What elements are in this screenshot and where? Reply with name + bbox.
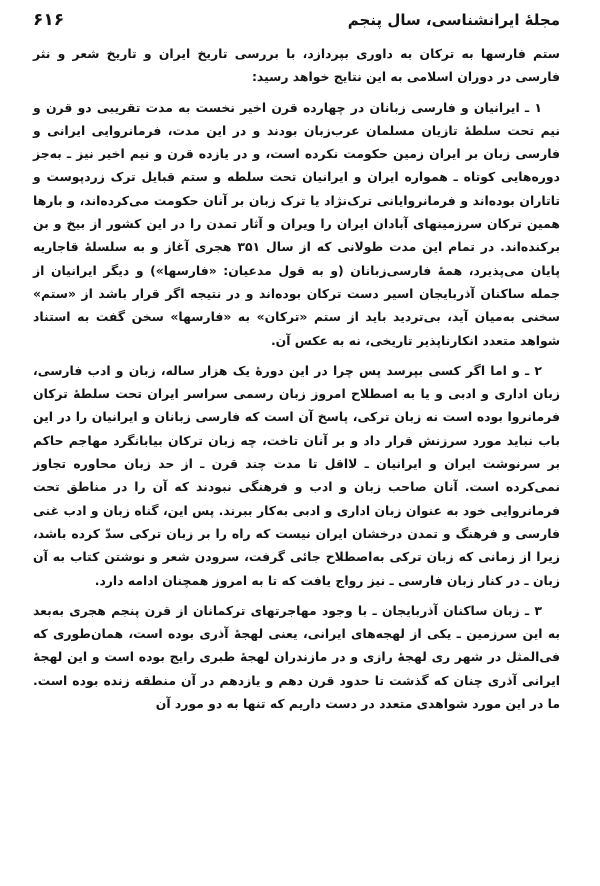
paragraph-3: ۲ ـ و اما اگر کسی بپرسد پس چرا در این دورهٔ یک هزار ساله، زبان و ادب فارسی، زبان اداری و ادبی و یا به اصطلاح امروز زبان رسمی سراسر ایران تحت سلطهٔ ترکان فرمانروا بوده است نه زبان ترکی، پاسخ آن است که فارسی زبانان و ایرانیان را در این باب نباید مورد سرزنش قرار داد و بر آنان تاخت، چه زبان ترکان بیابانگرد مهاجم حاکم بر سرنوشت ایران و ایرانیان ـ لااقل تا مدت چند قرن ـ از حد زبان محاوره تجاوز نمی‌کرده است. آنان صاحب زبان و ادب و فرهنگی نبودند که آن را در مناطق تحت فرمانروایی خود به عنوان زبان اداری و ادبی به‌کار ببرند. پس این، گناه زبان و ادب غنی فارسی و فرهنگ و تمدن درخشان ایران نیست که راه را بر زبان ترکی سدّ کرده باشد، زیرا از زمانی که زبان ترکی به‌اصطلاح جائی گرفت، سرودن شعر و نوشتن کتاب به آن زبان ـ در کنار زبان فارسی ـ نیز رواج یافت که تا به امروز همچنان ادامه دارد. [33,362,560,588]
body-text [33,42,560,715]
paragraph-2: ۱ ـ ایرانیان و فارسی زبانان در چهارده قرن اخیر نخست به مدت تقریبی دو قرن و نیم تحت سلطهٔ تازیان مسلمان عرب‌زبان بودند و در این مدت، فرمانروایی ایرانی و فارسی زبان بر ایران زمین حکومت نکرده است، و در یازده قرن و نیم اخیر نیز ـ به‌جز دوره‌هایی کوتاه ـ همواره ایران و ایرانیان تحت سلطه و ستم قبایل ترک زردپوست و تاتاران بوده‌اند و فرمانروایانی ترک‌نژاد یا ترک زبان بر آنان حکومت می‌کرده‌اند، و بارها همین ترکان سرزمینهای آبادان ایران را ویران و آثار تمدن را در این کشور از بیخ و بن برکنده‌اند. در تمام این مدت طولانی که از سال ۳۵۱ هجری آغاز و به سلسلهٔ قاجاریه پایان می‌پذیرد، همهٔ فارسی‌زبانان (و به قول مدعیان: «فارسها») و دیگر ایرانیان از جمله ساکنان آذربایجان اسیر دست ترکان بوده‌اند و در نتیجه اگر قرار باشد از «ستم» سخنی به‌میان آید، بی‌تردید باید از ستم «ترکان» به «فارسها» سخن گفت به استناد شواهد متعدد انکارناپذیر تاریخی، نه به عکس آن. [33,99,561,348]
running-head [33,10,560,40]
page-number: ۶۱۶ [33,10,65,30]
paragraph-4: ۳ ـ زبان ساکنان آذربایجان ـ با وجود مهاجرتهای ترکمانان از قرن پنجم هجری به‌بعد به این سرزمین ـ یکی از لهجه‌های ایرانی، یعنی لهجهٔ آذری بوده است، همان‌طوری که فی‌المثل در شهر ری لهجهٔ رازی و در مازندران لهجهٔ طبری رایج بوده است و این لهجهٔ ایرانی آذری چنان که گذشت تا حدود قرن دهم و یازدهم در آن منطقه زنده بوده است. ما در این مورد شواهدی متعدد در دست داریم که تنها به دو مورد آن [33,602,560,712]
paragraph-1: ستم فارسها به ترکان به داوری بپردازد، با بررسی تاریخ ایران و تاریخ شعر و نثر فارسی در دوران اسلامی به این نتایج خواهد رسید: [33,46,560,85]
journal-title: مجلهٔ ایرانشناسی، سال پنجم [347,11,560,29]
